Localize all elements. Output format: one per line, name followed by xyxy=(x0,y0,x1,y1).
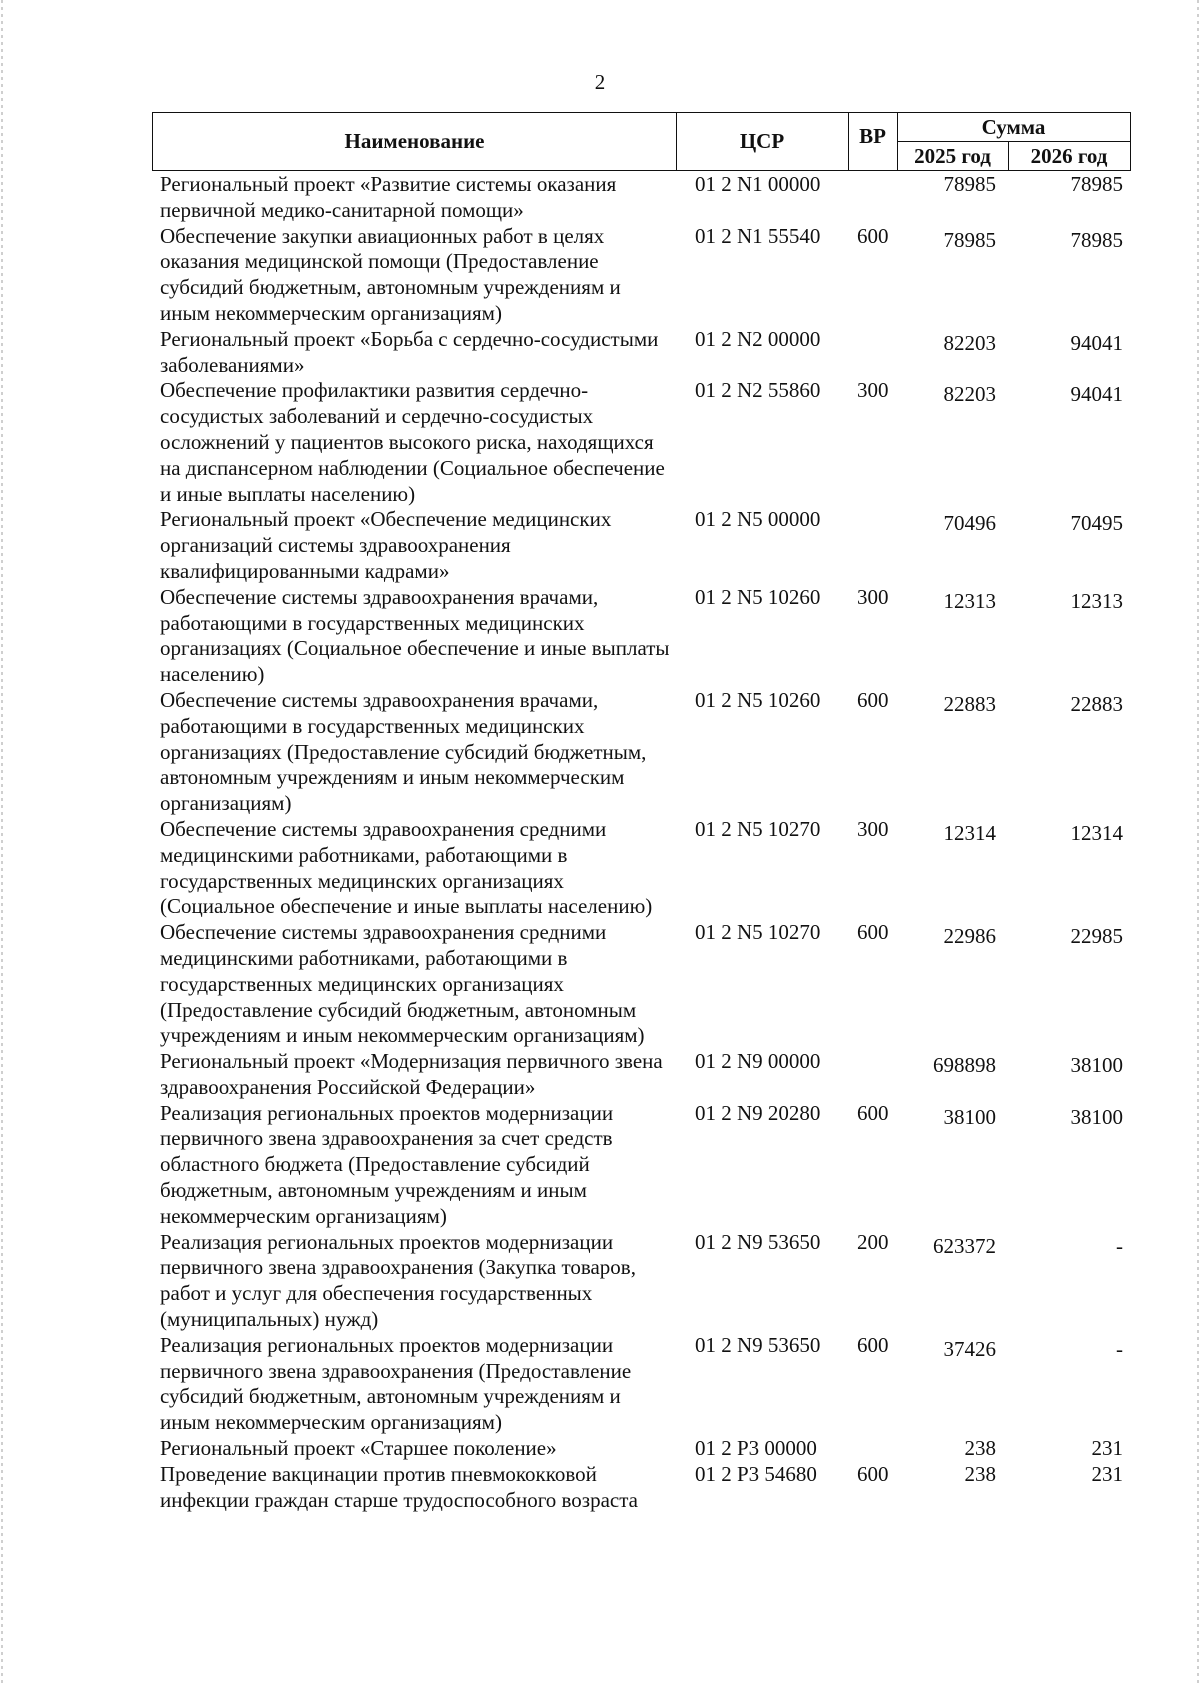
table-row xyxy=(160,1049,1124,1101)
row-sum-2026: 38100 xyxy=(1070,1104,1123,1129)
row-csr: 01 2 P3 54680 xyxy=(695,1461,817,1486)
row-sum-2025: 70496 xyxy=(943,511,996,536)
row-sum-2026: 78985 xyxy=(1070,227,1123,252)
table-row xyxy=(160,224,1124,327)
row-sum-2026: 38100 xyxy=(1070,1053,1123,1078)
page-number: 2 xyxy=(594,70,606,94)
row-sum-2026: - xyxy=(1116,1336,1123,1361)
row-name: Реализация региональных проектов модернизации первичного звена здравоохранения (Закупка товаров, работ и услуг для обеспечения государственных (муниципальных) нужд) xyxy=(160,1229,636,1332)
row-name: Региональный проект «Старшее поколение» xyxy=(160,1436,557,1461)
row-vr: 600 xyxy=(857,920,889,945)
table-row xyxy=(160,1101,1124,1230)
table-row xyxy=(160,688,1124,817)
row-name: Обеспечение системы здравоохранения средними медицинскими работниками, работающими в государственных медицинских организациях (Социальное обеспечение и иные выплаты населению) xyxy=(160,816,653,919)
header-vr: ВР xyxy=(859,124,886,148)
row-sum-2026: 12313 xyxy=(1070,588,1123,613)
row-sum-2025: 238 xyxy=(964,1461,996,1486)
row-sum-2026: 70495 xyxy=(1070,511,1123,536)
row-csr: 01 2 N5 00000 xyxy=(695,507,821,532)
row-sum-2026: 78985 xyxy=(1070,172,1123,196)
header-csr: ЦСР xyxy=(739,129,785,153)
table-row xyxy=(160,1230,1124,1333)
row-sum-2025: 12313 xyxy=(943,588,996,613)
row-name: Обеспечение закупки авиационных работ в целях оказания медицинской помощи (Предоставление субсидий бюджетным, автономным учреждениям и иным некоммерческим организациям) xyxy=(160,223,621,325)
header-year-2025: 2025 год xyxy=(914,144,991,168)
row-name: Обеспечение системы здравоохранения врачами, работающими в государственных медицинских организациях (Социальное обеспечение и иные выплаты населению) xyxy=(160,584,670,687)
row-csr: 01 2 N5 10260 xyxy=(695,687,821,712)
row-csr: 01 2 N2 55860 xyxy=(695,378,821,403)
row-sum-2025: 78985 xyxy=(943,172,996,196)
header-name: Наименование xyxy=(344,129,485,153)
table-header xyxy=(152,112,1131,171)
row-sum-2025: 22883 xyxy=(943,691,996,716)
scan-edge-right xyxy=(1197,0,1199,1686)
row-sum-2025: 82203 xyxy=(943,330,996,355)
row-name: Региональный проект «Модернизация первичного звена здравоохранения Российской Федерации» xyxy=(160,1049,663,1099)
row-sum-2025: 22986 xyxy=(943,924,996,949)
row-sum-2025: 78985 xyxy=(943,227,996,252)
row-sum-2025: 82203 xyxy=(943,382,996,407)
table-row xyxy=(160,172,1124,224)
row-sum-2025: 698898 xyxy=(933,1053,996,1078)
scan-edge-left xyxy=(1,0,3,1686)
row-sum-2026: 231 xyxy=(1091,1436,1123,1461)
row-csr: 01 2 P3 00000 xyxy=(695,1436,817,1461)
row-sum-2026: 231 xyxy=(1091,1461,1123,1486)
row-vr: 600 xyxy=(857,1100,889,1125)
table-row xyxy=(160,817,1124,920)
header-sum-divider xyxy=(897,141,1130,142)
row-sum-2025: 38100 xyxy=(943,1104,996,1129)
row-sum-2025: 12314 xyxy=(943,820,996,845)
header-year-2026: 2026 год xyxy=(1030,144,1108,168)
row-csr: 01 2 N9 53650 xyxy=(695,1229,821,1254)
row-csr: 01 2 N9 53650 xyxy=(695,1332,821,1357)
row-vr: 300 xyxy=(857,584,889,609)
table-row xyxy=(160,507,1124,584)
row-sum-2025: 37426 xyxy=(943,1336,996,1361)
row-vr: 300 xyxy=(857,816,889,841)
row-vr: 600 xyxy=(857,687,889,712)
row-name: Проведение вакцинации против пневмококковой инфекции граждан старше трудоспособного возраста xyxy=(160,1461,638,1512)
row-name: Региональный проект «Обеспечение медицинских организаций системы здравоохранения квалифицированными кадрами» xyxy=(160,507,612,583)
table-row xyxy=(160,585,1124,688)
row-sum-2026: 94041 xyxy=(1070,330,1123,355)
row-csr: 01 2 N5 10270 xyxy=(695,816,821,841)
table-row xyxy=(160,1333,1124,1436)
row-sum-2026: - xyxy=(1116,1233,1123,1258)
row-sum-2025: 238 xyxy=(964,1436,996,1461)
row-vr: 600 xyxy=(857,223,889,248)
row-vr: 300 xyxy=(857,378,889,403)
table-row xyxy=(160,378,1124,507)
row-csr: 01 2 N5 10260 xyxy=(695,584,821,609)
row-sum-2026: 94041 xyxy=(1070,382,1123,407)
row-vr: 200 xyxy=(857,1229,889,1254)
row-sum-2025: 623372 xyxy=(933,1233,996,1258)
table-row xyxy=(160,920,1124,1049)
row-vr: 600 xyxy=(857,1461,889,1486)
table-body xyxy=(160,172,1124,1513)
row-name: Региональный проект «Борьба с сердечно-сосудистыми заболеваниями» xyxy=(160,326,659,377)
header-sum: Сумма xyxy=(981,115,1046,139)
row-name: Обеспечение системы здравоохранения врачами, работающими в государственных медицинских организациях (Предоставление субсидий бюджетным, автономным учреждениям и иным некоммерческим организациям) xyxy=(160,687,647,816)
row-csr: 01 2 N2 00000 xyxy=(695,326,821,351)
row-csr: 01 2 N5 10270 xyxy=(695,920,821,945)
row-sum-2026: 22985 xyxy=(1070,924,1123,949)
row-name: Обеспечение системы здравоохранения средними медицинскими работниками, работающими в государственных медицинских организациях (Предоставление субсидий бюджетным, автономным учреждениям и иным некоммерческим организациям) xyxy=(160,920,645,1048)
row-name: Региональный проект «Развитие системы оказания первичной медико-санитарной помощи» xyxy=(160,172,617,222)
row-name: Реализация региональных проектов модернизации первичного звена здравоохранения за счет средств областного бюджета (Предоставление субсидий бюджетным, автономным учреждениям и иным некоммерческим организациям) xyxy=(160,1100,614,1228)
row-vr: 600 xyxy=(857,1332,889,1357)
row-csr: 01 2 N9 20280 xyxy=(695,1100,821,1125)
row-name: Обеспечение профилактики развития сердечно-сосудистых заболеваний и сердечно-сосудистых осложнений у пациентов высокого риска, находящихся на диспансерном наблюдении (Социальное обеспечение и иные выплаты населению) xyxy=(160,378,665,506)
table-row xyxy=(160,327,1124,379)
row-name: Реализация региональных проектов модернизации первичного звена здравоохранения (Предоставление субсидий бюджетным, автономным учреждениям и иным некоммерческим организациям) xyxy=(160,1332,632,1435)
table-row xyxy=(160,1436,1124,1462)
row-csr: 01 2 N9 00000 xyxy=(695,1049,821,1074)
row-csr: 01 2 N1 55540 xyxy=(695,223,821,248)
row-csr: 01 2 N1 00000 xyxy=(695,172,821,196)
row-sum-2026: 12314 xyxy=(1070,820,1123,845)
row-sum-2026: 22883 xyxy=(1070,691,1123,716)
table-row xyxy=(160,1462,1124,1514)
